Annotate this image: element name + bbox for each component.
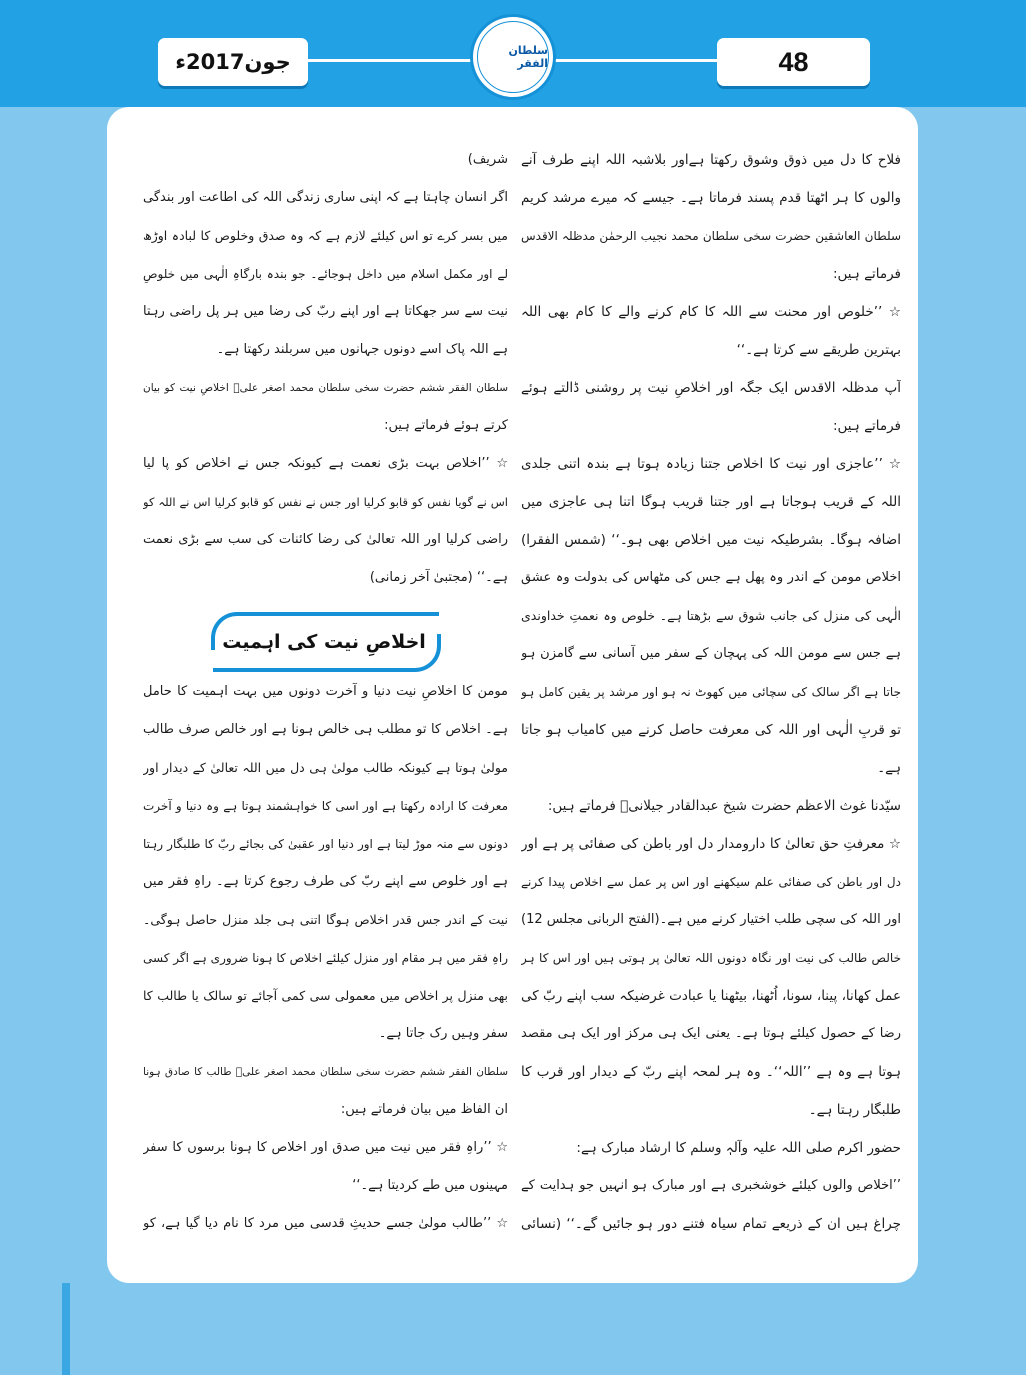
quote-line: ہے۔‘‘ (مجتبیٰ آخر زمانی) xyxy=(369,570,508,585)
quote-line: ☆ ’’طالب مولیٰ جسے حدیثِ قدسی میں مرد کا نام دیا گیا ہے، کو xyxy=(143,1216,508,1231)
text-line: خالص طالب کی نیت اور نگاہ دونوں اللہ تعالیٰ پر ہوتی ہیں اور اس کا ہر xyxy=(521,951,901,965)
quote-line: ’’اخلاص والوں کیلئے خوشخبری ہے اور مبارک ہو انہیں جو ہدایت کے xyxy=(521,1178,901,1193)
text-line: ہے۔ xyxy=(877,760,901,776)
text-line: حضور اکرم صلی اللہ علیہ وآلہٖ وسلم کا ارشاد مبارک ہے: xyxy=(576,1140,901,1156)
text-line: سلطان الفقر ششم حضرت سخی سلطان محمد اصغر علیؒ طالب کا صادق ہونا xyxy=(143,1066,508,1078)
quote-line: ☆ ’’عاجزی اور نیت کا اخلاص جتنا زیادہ ہوتا ہے بندہ اتنی جلدی xyxy=(521,456,901,472)
logo-text: سلطان الفقر xyxy=(508,44,548,70)
header-rule-left xyxy=(308,59,472,62)
text-line: مولیٰ ہوتا ہے کیونکہ طالب مولیٰ ہی دل میں اللہ تعالیٰ کے دیدار اور xyxy=(143,760,508,775)
quote-line: اضافہ ہوگا۔ بشرطیکہ نیت میں اخلاص بھی ہو۔‘‘ (شمس الفقرا) xyxy=(521,532,901,548)
text-line: سیّدنا غوث الاعظم حضرت شیخ عبدالقادر جیلانیؓ فرماتے ہیں: xyxy=(547,798,901,814)
text-line: دونوں سے منہ موڑ لیتا ہے اور دنیا اور عقبیٰ کی بجائے ربّ کا طلبگار رہتا xyxy=(143,837,508,851)
margin-stripe xyxy=(62,1283,70,1375)
quote-line: دل اور باطن کی صفائی علم سیکھنے اور اس پر عمل سے اخلاص پیدا کرنے xyxy=(521,875,901,889)
text-line: کرتے ہوئے فرماتے ہیں: xyxy=(384,418,508,433)
text-line: فلاح کا دل میں ذوق وشوق رکھتا ہےاور بلاشبہ اللہ اپنے طرف آنے xyxy=(521,152,901,168)
section-heading: اخلاصِ نیت کی اہمیت xyxy=(222,631,426,653)
quote-line: بہترین طریقے سے کرتا ہے۔‘‘ xyxy=(736,342,901,358)
text-line: ہوتا ہے وہ ہے ’’اللہ‘‘۔ وہ ہر لمحہ اپنے ربّ کے دیدار اور قرب کا xyxy=(521,1064,901,1080)
text-line: تو قربِ الٰہی اور اللہ کی معرفت حاصل کرنے میں کامیاب ہو جاتا xyxy=(521,722,901,738)
text-line: ہے۔ اخلاص کا تو مطلب ہی خالص ہونا ہے اور خالص صرف طالب xyxy=(143,722,508,737)
text-line: ہے اللہ پاک اسے دونوں جہانوں میں سربلند رکھتا ہے۔ xyxy=(216,342,508,357)
magazine-logo xyxy=(470,14,556,100)
quote-line: ☆ ’’اخلاص بہت بڑی نعمت ہے کیونکہ جس نے اخلاص کو پا لیا xyxy=(143,456,508,471)
text-line: الٰہی کی منزل کی جانب شوق سے بڑھتا ہے۔ خلوص وہ نعمتِ خداوندی xyxy=(521,608,901,623)
text-line: جاتا ہے اگر سالک کی سچائی میں کھوٹ نہ ہو اور مرشد پر یقین کامل ہو xyxy=(521,685,901,699)
text-line: آپ مدظلہ الاقدس ایک جگہ اور اخلاصِ نیت پر روشنی ڈالتے ہوئے xyxy=(521,380,901,396)
quote-line: راضی کرلیا اور اللہ تعالیٰ کی رضا کائنات کی سب سے بڑی نعمت xyxy=(143,532,508,547)
text-line: رضا کے حصول کیلئے ہوتا ہے۔ یعنی ایک ہی مرکز اور ایک ہی مقصد xyxy=(521,1026,901,1041)
page-number-box xyxy=(717,38,870,86)
text-line: ہے اور خلوص سے اپنے ربّ کی طرف رجوع کرتا ہے۔ راہِ فقر میں xyxy=(143,874,508,889)
quote-line: ☆ ’’راہِ فقر میں نیت میں صدق اور اخلاص کا ہونا برسوں کا سفر xyxy=(143,1140,508,1155)
left-column xyxy=(143,141,508,1243)
logo-emblem xyxy=(477,21,549,93)
text-line: نیت کے اندر جس قدر اخلاص ہوگا اتنی ہی جلد منزل حاصل ہوگی۔ xyxy=(143,912,508,927)
text-line: سلطان العاشقین حضرت سخی سلطان محمد نجیب الرحمٰن مدظلہ الاقدس xyxy=(521,229,901,243)
text-line: معرفت کا ارادہ رکھتا ہے اور اسی کا خواہشمند ہوتا ہے وہ دنیا و آخرت xyxy=(143,799,508,813)
quote-line: ☆ معرفتِ حق تعالیٰ کا دارومدار دل اور باطن کی صفائی پر ہے اور xyxy=(521,836,901,852)
text-line: ان الفاظ میں بیان فرماتے ہیں: xyxy=(340,1102,508,1117)
text-line: نیت سے سر جھکاتا ہے اور اپنے ربّ کی رضا میں ہر پل راضی رہتا xyxy=(143,304,508,319)
quote-line: اللہ کے قریب ہوجاتا ہے اور جتنا قریب ہوگا اتنا ہی عاجزی میں xyxy=(521,494,901,510)
quote-line: اس نے گویا نفس کو قابو کرلیا اور جس نے نفس کو قابو کرلیا اس نے اللہ کو xyxy=(143,495,508,509)
section-heading-slot xyxy=(143,597,508,673)
text-line: بھی منزل پر اخلاص میں معمولی سی کمی آجائے تو سالک یا طالب کا xyxy=(143,988,508,1003)
issue-date-box xyxy=(158,38,308,86)
text-line: شریف) xyxy=(467,152,508,167)
text-line: ہے جس سے مومن اللہ کی پہچان کے سفر میں آسانی سے گامزن ہو xyxy=(521,646,901,661)
text-line: مومن کا اخلاصِ نیت دنیا و آخرت دونوں میں بہت اہمیت کا حامل xyxy=(143,684,508,699)
text-line: والوں کا ہر اٹھتا قدم پسند فرماتا ہے۔ جیسے کہ میرے مرشد کریم xyxy=(521,190,901,206)
header-rule-right xyxy=(554,59,717,62)
page-number: 48 xyxy=(778,46,809,77)
issue-date: جون2017ء xyxy=(175,50,291,74)
quote-line: اور اللہ کی سچی طلب اختیار کرنے میں ہے۔(الفتح الربانی مجلس 12) xyxy=(521,912,901,927)
quote-line: مہینوں میں طے کردیتا ہے۔‘‘ xyxy=(352,1178,508,1193)
text-line: راہِ فقر میں ہر مقام اور منزل کیلئے اخلاص کا ہونا ضروری ہے اگر کسی xyxy=(143,951,508,965)
text-line: عمل کھانا، پینا، سونا، اُٹھنا، بیٹھنا یا عبادت غرضیکہ سب اپنے ربّ کی xyxy=(521,988,901,1004)
quote-line: چراغ ہیں ان کے ذریعے تمام سیاہ فتنے دور ہو جائیں گے۔‘‘ (نسائی xyxy=(521,1216,901,1232)
text-line: سفر وہیں رک جاتا ہے۔ xyxy=(378,1026,508,1041)
quote-line: ☆ ’’خلوص اور محنت سے اللہ کا کام کرنے والے کا کام بھی اللہ xyxy=(521,304,901,320)
text-line: اگر انسان چاہتا ہے کہ اپنی ساری زندگی اللہ کی اطاعت اور بندگی xyxy=(143,190,508,205)
section-heading-box xyxy=(205,612,443,672)
text-line: طلبگار رہتا ہے۔ xyxy=(808,1102,901,1118)
text-line: لے اور مکمل اسلام میں داخل ہوجائے۔ جو بندہ بارگاہِ الٰہی میں خلوصِ xyxy=(143,267,508,281)
text-line: اخلاص مومن کے اندر وہ پھل ہے جس کی مٹھاس کی بدولت وہ عشق xyxy=(521,570,901,585)
right-column xyxy=(521,141,901,1243)
text-line: سلطان الفقر ششم حضرت سخی سلطان محمد اصغر علیؒ اخلاصِ نیت کو بیان xyxy=(143,382,508,394)
text-line: فرماتے ہیں: xyxy=(832,418,901,434)
text-line: میں بسر کرے تو اس کیلئے لازم ہے کہ وہ صدق وخلوص کا لبادہ اوڑھ xyxy=(143,228,508,243)
text-line: فرماتے ہیں: xyxy=(832,266,901,282)
